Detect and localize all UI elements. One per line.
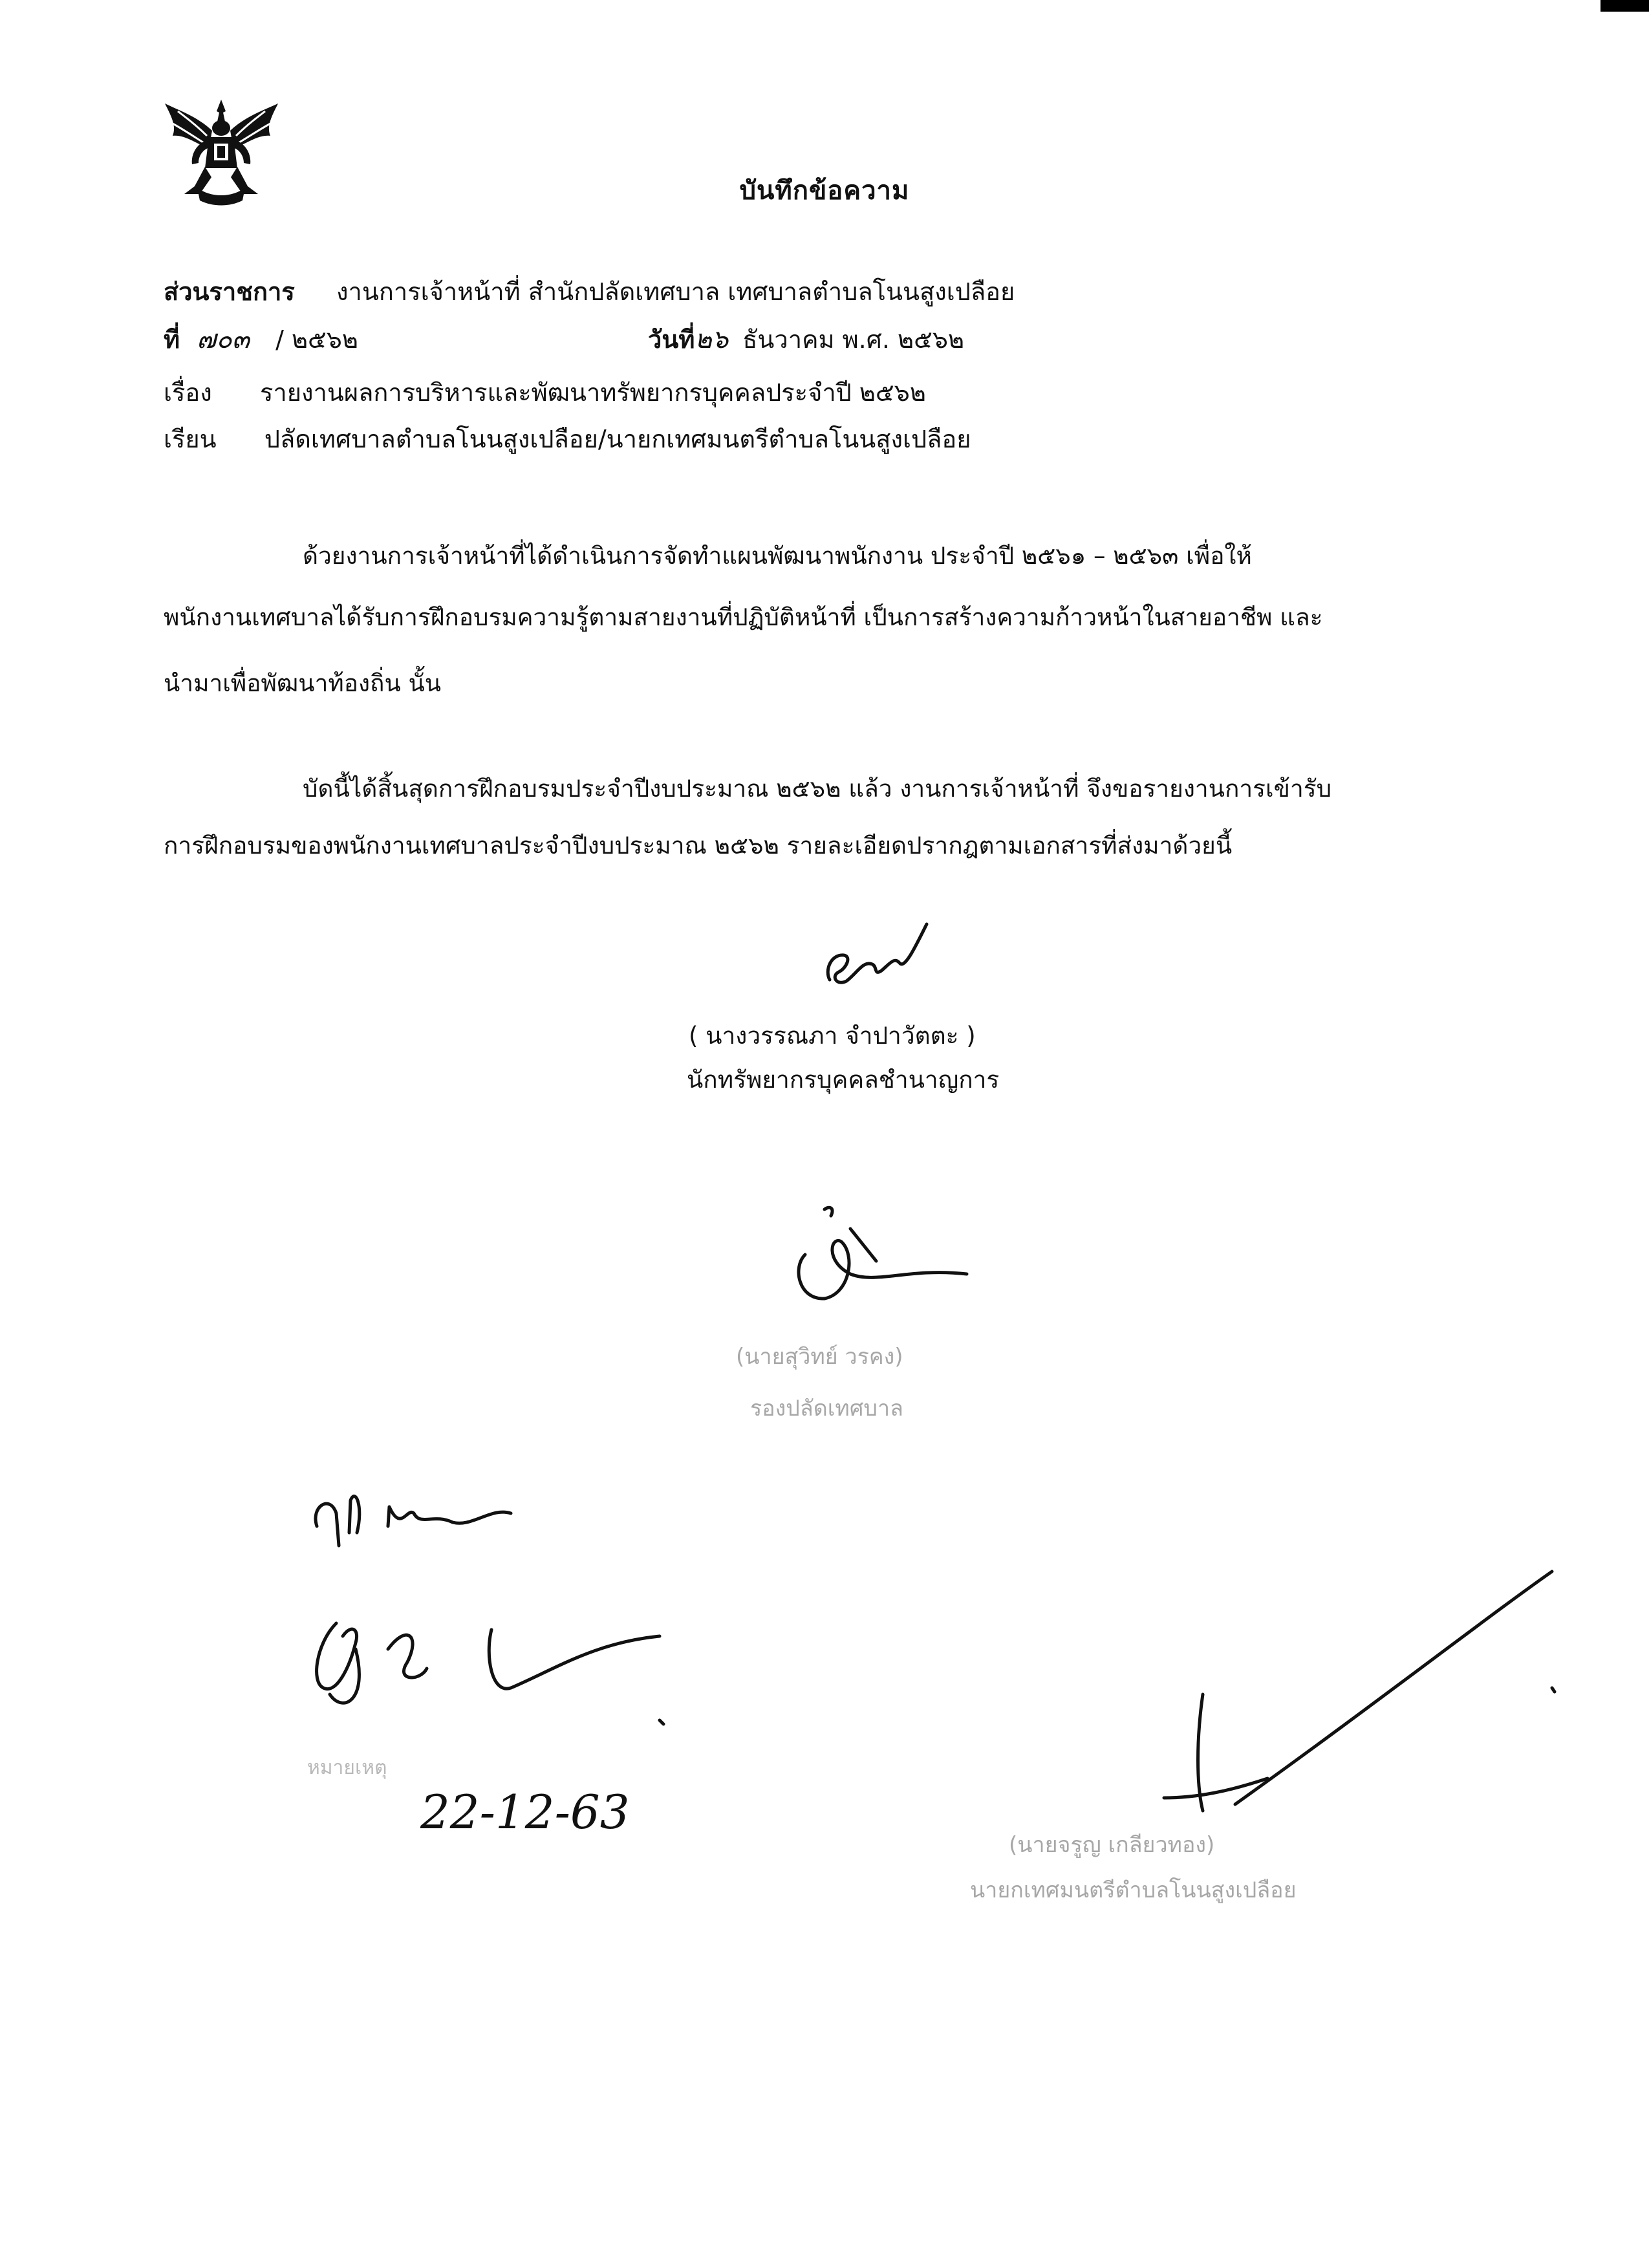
handwritten-date: 22-12-63 bbox=[420, 1785, 630, 1839]
scan-corner-mark bbox=[1600, 0, 1649, 12]
to-line bbox=[164, 419, 971, 459]
mayor-stamp-name: (นายจรูญ เกลียวทอง) bbox=[1009, 1832, 1215, 1858]
date-day: ๒๖ bbox=[695, 325, 729, 354]
handwritten-initial-signature bbox=[297, 1597, 698, 1740]
signer-position: นักทรัพยากรบุคคลชำนาญการ bbox=[687, 1066, 1000, 1094]
mayor-signature bbox=[1125, 1565, 1565, 1824]
ref-line bbox=[164, 318, 358, 360]
deputy-stamp-name: (นายสุวิทย์ วรคง) bbox=[736, 1344, 903, 1370]
paragraph-2-line-2: การฝึกอบรมของพนักงานเทศบาลประจำปีงบประมาณ ๒๕๖๒ รายละเอียดปรากฎตามเอกสารที่ส่งมาด้วยนี้ bbox=[164, 832, 1233, 859]
deputy-stamp-position: รองปลัดเทศบาล bbox=[750, 1396, 903, 1421]
deputy-signature bbox=[779, 1196, 986, 1326]
signer-signature bbox=[818, 909, 941, 999]
ref-year: / ๒๕๖๒ bbox=[275, 325, 358, 354]
agency-value: งานการเจ้าหน้าที่ สำนักปลัดเทศบาล เทศบาลตำบลโนนสูงเปลือย bbox=[336, 277, 1015, 306]
memo-title: บันทึกข้อความ bbox=[739, 176, 910, 206]
paragraph-1-line-1: ด้วยงานการเจ้าหน้าที่ได้ดำเนินการจัดทำแผนพัฒนาพนักงาน ประจำปี ๒๕๖๑ – ๒๕๖๓ เพื่อให้ bbox=[303, 542, 1252, 570]
handwritten-note-signature bbox=[304, 1468, 524, 1559]
agency-line bbox=[164, 272, 1015, 311]
ref-label: ที่ bbox=[164, 325, 180, 354]
to-label: เรียน bbox=[164, 425, 217, 453]
paragraph-1-line-2: พนักงานเทศบาลได้รับการฝึกอบรมความรู้ตามสายงานที่ปฏิบัติหน้าที่ เป็นการสร้างความก้าวหน้าในสายอาชีพ และ bbox=[164, 603, 1323, 631]
date-prefix: วันที่ bbox=[648, 325, 695, 354]
ref-number: ๗๐๓ bbox=[197, 325, 250, 354]
left-stamp-text: หมายเหตุ bbox=[307, 1756, 387, 1779]
mayor-stamp-position: นายกเทศมนตรีตำบลโนนสูงเปลือย bbox=[970, 1877, 1297, 1903]
to-value: ปลัดเทศบาลตำบลโนนสูงเปลือย/นายกเทศมนตรีตำบลโนนสูงเปลือย bbox=[264, 425, 971, 453]
signer-name: ( นางวรรณภา จำปาวัตตะ ) bbox=[689, 1022, 976, 1050]
subject-value: รายงานผลการบริหารและพัฒนาทรัพยากรบุคคลประจำปี ๒๕๖๒ bbox=[259, 378, 926, 407]
subject-line bbox=[164, 373, 926, 412]
paragraph-2-line-1: บัดนี้ได้สิ้นสุดการฝึกอบรมประจำปีงบประมาณ ๒๕๖๒ แล้ว งานการเจ้าหน้าที่ จึงขอรายงานการเข้ารับ bbox=[303, 775, 1332, 803]
agency-label: ส่วนราชการ bbox=[164, 277, 295, 306]
date-line bbox=[648, 318, 964, 360]
subject-label: เรื่อง bbox=[164, 378, 212, 407]
date-rest: ธันวาคม พ.ศ. ๒๕๖๒ bbox=[742, 325, 965, 354]
paragraph-1-line-3: นำมาเพื่อพัฒนาท้องถิ่น นั้น bbox=[164, 669, 442, 697]
